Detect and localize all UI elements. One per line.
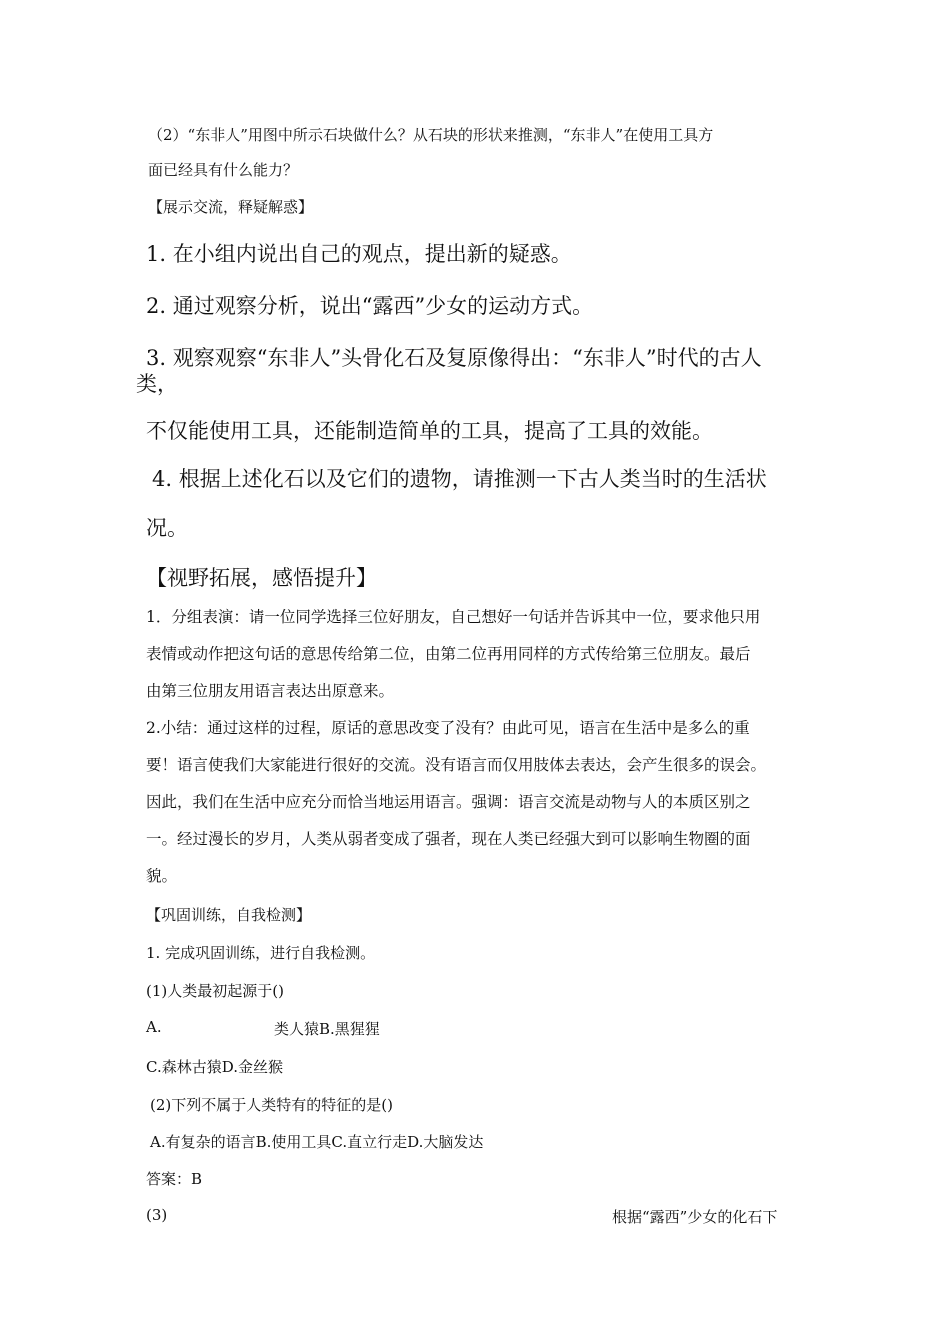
list-item-3-line-2: 类，	[136, 372, 178, 396]
list-item-4-line-1: 4. 根据上述化石以及它们的遗物，请推测一下古人类当时的生活状	[152, 467, 767, 491]
question-2-line-2: 面已经具有什么能力？	[148, 161, 299, 179]
answer-line: 答案：B	[146, 1170, 203, 1188]
train-item-1: 1. 完成巩固训练，进行自我检测。	[146, 944, 376, 962]
question-1-option-a-label: A.	[146, 1018, 162, 1036]
question-1-stem: (1)人类最初起源于()	[146, 982, 284, 1000]
question-3-text: 根据“露西”少女的化石下	[612, 1208, 778, 1226]
question-2-line-1: （2）“东非人”用图中所示石块做什么？从石块的形状来推测，“东非人”在使用工具方	[148, 126, 714, 144]
question-2-options: A.有复杂的语言B.使用工具C.直立行走D.大脑发达	[150, 1133, 484, 1151]
section-heading-expand: 【视野拓展，感悟提升】	[146, 566, 377, 590]
list-item-2: 2. 通过观察分析，说出“露西”少女的运动方式。	[146, 294, 594, 318]
list-item-3-line-3: 不仅能使用工具，还能制造简单的工具，提高了工具的效能。	[146, 419, 713, 443]
summary-line-4: 一。经过漫长的岁月，人类从弱者变成了强者，现在人类已经强大到可以影响生物圈的面	[146, 830, 751, 848]
summary-line-2: 要！语言使我们大家能进行很好的交流。没有语言而仅用肢体去表达，会产生很多的误会。	[146, 756, 767, 774]
section-heading-show: 【展示交流，释疑解惑】	[148, 198, 314, 216]
question-3-number: (3)	[146, 1206, 168, 1224]
summary-line-3: 因此，我们在生活中应充分而恰当地运用语言。强调：语言交流是动物与人的本质区别之	[146, 793, 751, 811]
activity-1-line-1: 1．分组表演：请一位同学选择三位好朋友，自己想好一句话并告诉其中一位，要求他只用	[146, 608, 761, 626]
question-1-options-ab: 类人猿B.黑猩猩	[274, 1020, 380, 1038]
summary-line-5: 貌。	[146, 867, 178, 885]
list-item-3-line-1: 3. 观察观察“东非人”头骨化石及复原像得出：“东非人”时代的古人	[146, 346, 762, 370]
activity-1-line-3: 由第三位朋友用语言表达出原意来。	[146, 682, 395, 700]
section-heading-train: 【巩固训练，自我检测】	[146, 906, 312, 924]
activity-1-line-2: 表情或动作把这句话的意思传给第二位，由第二位再用同样的方式传给第三位朋友。最后	[146, 645, 751, 663]
question-1-options-cd: C.森林古猿D.金丝猴	[146, 1058, 283, 1076]
list-item-1: 1. 在小组内说出自己的观点，提出新的疑惑。	[146, 242, 572, 266]
question-2-stem: (2)下列不属于人类特有的特征的是()	[150, 1096, 393, 1114]
summary-line-1: 2.小结：通过这样的过程，原话的意思改变了没有？由此可见，语言在生活中是多么的重	[146, 719, 750, 737]
list-item-4-line-2: 况。	[146, 516, 188, 540]
